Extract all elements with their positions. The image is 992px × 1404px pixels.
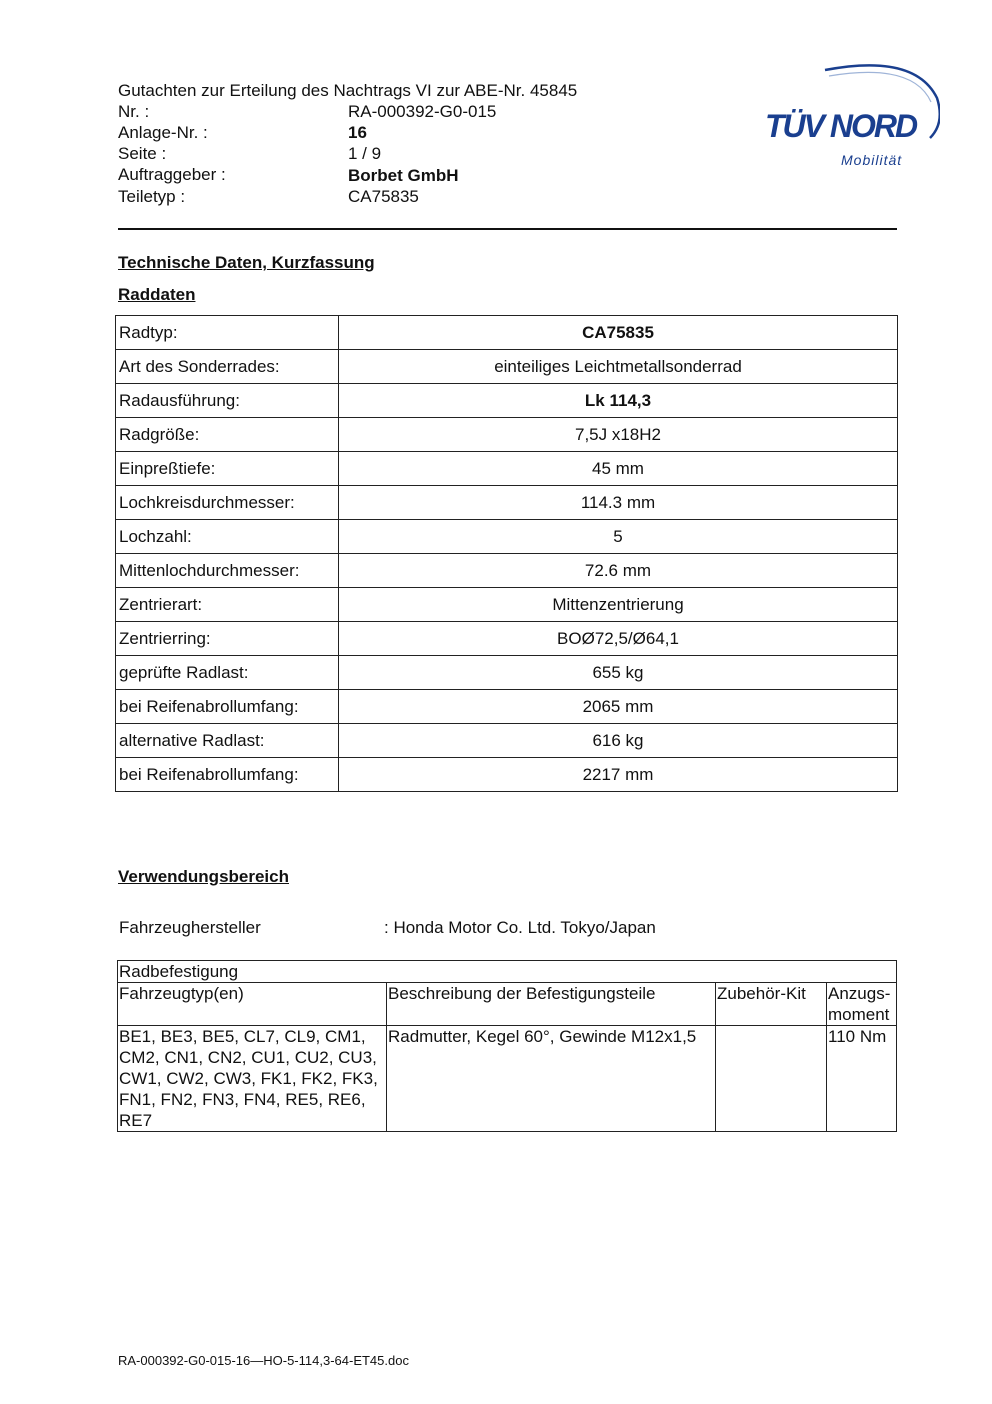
row-value: Mittenzentrierung (339, 588, 898, 622)
table-row (116, 486, 898, 520)
row-label: Mittenlochdurchmesser: (116, 554, 339, 588)
col-header-types: Fahrzeugtyp(en) (118, 983, 387, 1026)
row-label: Lochzahl: (116, 520, 339, 554)
header-label: Anlage-Nr. : (118, 123, 208, 142)
row-value: 2065 mm (339, 690, 898, 724)
table-row (116, 418, 898, 452)
row-label: bei Reifenabrollumfang: (116, 690, 339, 724)
row-label: bei Reifenabrollumfang: (116, 758, 339, 792)
row-label: Einpreßtiefe: (116, 452, 339, 486)
row-label: Radausführung: (116, 384, 339, 418)
row-label: alternative Radlast: (116, 724, 339, 758)
document-title: Gutachten zur Erteilung des Nachtrags VI zur ABE-Nr. 45845 (118, 81, 578, 100)
row-label: Lochkreisdurchmesser: (116, 486, 339, 520)
table-row (116, 384, 898, 418)
table-title: Radbefestigung (118, 961, 897, 983)
logo-brand: TÜV NORD (765, 108, 917, 144)
cell-kit (716, 1026, 827, 1132)
row-label: Art des Sonderrades: (116, 350, 339, 384)
row-value: 655 kg (339, 656, 898, 690)
table-row (116, 520, 898, 554)
row-value: einteiliges Leichtmetallsonderrad (339, 350, 898, 384)
header-value: 1 / 9 (348, 144, 382, 163)
header-label: Nr. : (118, 102, 150, 121)
header-value: 16 (348, 123, 367, 142)
header-label: Auftraggeber : (118, 165, 226, 184)
table-row (116, 758, 898, 792)
table-row (118, 1026, 897, 1132)
raddaten-table (115, 315, 898, 792)
table-row (116, 452, 898, 486)
table-row (116, 554, 898, 588)
row-value: 7,5J x18H2 (339, 418, 898, 452)
footer-filename: RA-000392-G0-015-16—HO-5-114,3-64-ET45.doc (118, 1353, 409, 1368)
cell-torque: 110 Nm (827, 1026, 897, 1132)
table-row (116, 588, 898, 622)
header-label: Seite : (118, 144, 167, 163)
logo-sub: Mobilität (841, 152, 903, 168)
cell-description: Radmutter, Kegel 60°, Gewinde M12x1,5 (387, 1026, 716, 1132)
usage-heading: Verwendungsbereich (118, 867, 289, 886)
table-row (116, 690, 898, 724)
header-value: Borbet GmbH (348, 166, 459, 185)
raddaten-heading: Raddaten (118, 285, 196, 304)
row-value: 2217 mm (339, 758, 898, 792)
row-label: geprüfte Radlast: (116, 656, 339, 690)
row-label: Zentrierart: (116, 588, 339, 622)
tuv-nord-logo (765, 58, 940, 173)
table-row (116, 656, 898, 690)
col-header-torque: Anzugs- moment (827, 983, 897, 1026)
row-value: 114.3 mm (339, 486, 898, 520)
table-row (116, 622, 898, 656)
row-value: 616 kg (339, 724, 898, 758)
header-label: Teiletyp : (118, 187, 186, 206)
row-value: 5 (339, 520, 898, 554)
row-value: BOØ72,5/Ø64,1 (339, 622, 898, 656)
header-value: RA-000392-G0-015 (348, 102, 497, 121)
technical-heading: Technische Daten, Kurzfassung (118, 253, 375, 272)
manufacturer-label: Fahrzeughersteller (119, 918, 261, 937)
header-value: CA75835 (348, 187, 419, 206)
row-value: CA75835 (339, 316, 898, 350)
col-header-description: Beschreibung der Befestigungsteile (387, 983, 716, 1026)
radbefestigung-table (117, 960, 897, 1132)
row-value: 45 mm (339, 452, 898, 486)
row-label: Radtyp: (116, 316, 339, 350)
table-row (116, 316, 898, 350)
table-row (116, 724, 898, 758)
row-value: Lk 114,3 (339, 384, 898, 418)
col-header-kit: Zubehör-Kit (716, 983, 827, 1026)
table-header-row (118, 983, 897, 1026)
row-label: Zentrierring: (116, 622, 339, 656)
row-value: 72.6 mm (339, 554, 898, 588)
manufacturer-value: : Honda Motor Co. Ltd. Tokyo/Japan (384, 918, 656, 937)
table-row (116, 350, 898, 384)
cell-types: BE1, BE3, BE5, CL7, CL9, CM1, CM2, CN1, CN2, CU1, CU2, CU3, CW1, CW2, CW3, FK1, FK2, FK3, FN1, FN2, FN3, FN4, RE5, RE6, RE7 (118, 1026, 387, 1132)
header-divider (118, 228, 897, 230)
row-label: Radgröße: (116, 418, 339, 452)
table-title-row (118, 961, 897, 983)
